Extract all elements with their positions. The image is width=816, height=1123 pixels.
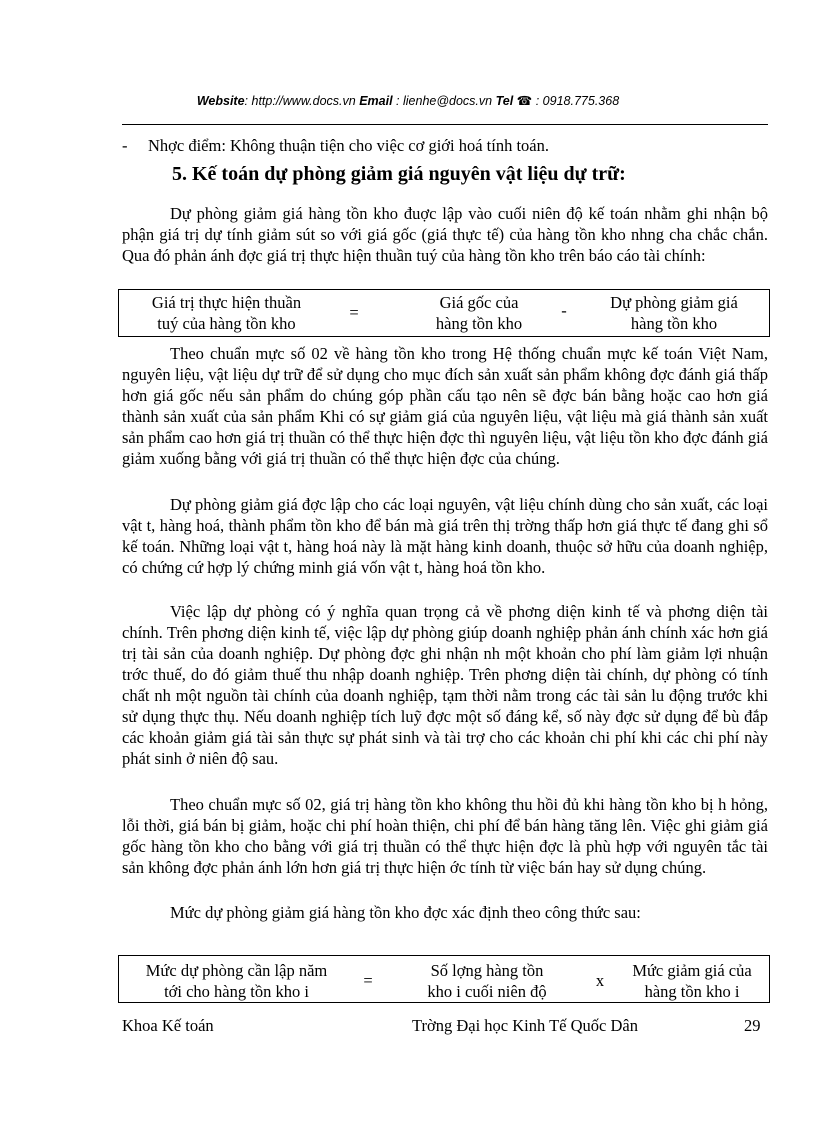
formula1-equals: = (349, 303, 359, 322)
formula2-right-line1: Mức giảm giá của (632, 961, 752, 980)
section-title: 5. Kế toán dự phòng giảm giá nguyên vật liệu dự trữ: (172, 163, 626, 185)
email-label: Email (359, 94, 393, 108)
paragraph-5: Theo chuẩn mực số 02, giá trị hàng tồn kho không thu hồi đủ khi hàng tồn kho bị h hỏng, lỗi thời, giá bán bị giảm, hoặc chi phí hoàn thiện, chi phí để bán hàng tăng lên. Việc ghi giảm giá gốc hàng tồn kho cho bằng với giá trị thuần có thể thực hiện đợc là phù hợp với nguyên tắc tài sản không đợc phản ánh lớn hơn giá trị thực hiện ớc tính từ việc bán hay sử dụng chúng. (122, 795, 768, 877)
footer-university: Trờng Đại học Kinh Tế Quốc Dân (412, 1016, 638, 1035)
tel-label: Tel ☎ (495, 94, 533, 108)
paragraph-6: Mức dự phòng giảm giá hàng tồn kho đợc xác định theo công thức sau: (170, 903, 641, 922)
formula1-mid-line1: Giá gốc của (439, 293, 519, 312)
paragraph-4: Việc lập dự phòng có ý nghĩa quan trọng cả về phơng diện kinh tế và phơng diện tài chính. Trên phơng diện kinh tế, việc lập dự phòng giúp doanh nghiệp phản ánh chính xác hơn giá trị tài sản của doanh nghiệp. Dự phòng đợc ghi nhận nh một khoản cho phí làm giảm lợi nhuận trớc thuế, do đó giảm thuế thu nhập doanh nghiệp. Trên phơng diện tài chính, dự phòng có tính chất nh một nguồn tài chính của doanh nghiệp, tạm thời nằm trong các tài sản lu động trước khi sử dụng thực thụ. Nếu doanh nghiệp tích luỹ đợc một số đáng kể, số này đợc sử dụng để bù đắp các khoản giảm giá tài sản thực sự phát sinh và tài trợ cho các khoản chi phí khi các chi phí này phát sinh ở niên độ sau. (122, 602, 768, 768)
paragraph-3: Dự phòng giảm giá đợc lập cho các loại nguyên, vật liệu chính dùng cho sản xuất, các loại vật t, hàng hoá, thành phẩm tồn kho để bán mà giá trên thị trờng thấp hơn giá thực tế đang ghi sổ kế toán. Những loại vật t, hàng hoá này là mặt hàng kinh doanh, thuộc sở hữu của doanh nghiệp, có chứng cứ hợp lý chứng minh giá vốn vật t, hàng hoá tồn kho. (122, 495, 768, 577)
formula2-middle (387, 960, 587, 1002)
formula2-right (615, 960, 769, 1002)
formula1-left-line1: Giá trị thực hiện thuần (151, 293, 302, 312)
website-label: Website (196, 94, 245, 108)
email-value: : lienhe@docs.vn (392, 94, 493, 108)
paragraph-2: Theo chuẩn mực số 02 về hàng tồn kho trong Hệ thống chuẩn mực kế toán Việt Nam, nguyên liệu, vật liệu dự trữ để sử dụng cho mục đích sản xuất sản phẩm không đợc đánh giá thấp hơn giá gốc nếu sản phẩm do chúng góp phần cấu tạo nên sẽ đợc bán bằng hoặc cao hơn giá thành sản xuất của sản phẩm Khi có sự giảm giá của nguyên liệu, vật liệu mà giá thành sản xuất sản phẩm cao hơn giá trị thuần có thể thực hiện đợc thì nguyên liệu, vật liệu tồn kho đợc đánh giá giảm xuống bằng với giá trị thuần có thể thực hiện đợc của chúng. (122, 344, 768, 468)
formula2-multiply: x (595, 971, 605, 990)
paragraph-1: Dự phòng giảm giá hàng tồn kho đuợc lập vào cuối niên độ kế toán nhằm ghi nhận bộ phận giá trị dự tính giảm sút so với giá gốc (giá thực tế) của hàng tồn kho nhng cha chắc chắn. Qua đó phản ánh đợc giá trị thực hiện thuần tuý của hàng tồn kho trên báo cáo tài chính: (122, 204, 768, 265)
tel-value: : 0918.775.368 (535, 94, 620, 108)
formula2-left-line2: tới cho hàng tồn kho i (164, 982, 309, 1001)
formula-provision-amount (118, 955, 770, 1003)
footer-department: Khoa Kế toán (122, 1016, 214, 1035)
page-header (0, 93, 816, 108)
formula1-mid-line2: hàng tồn kho (435, 314, 523, 333)
formula1-right-line2: hàng tồn kho (630, 314, 718, 333)
formula1-right-line1: Dự phòng giảm giá (610, 293, 738, 312)
formula2-mid-line2: kho i cuối niên độ (427, 982, 547, 1001)
formula1-right (579, 292, 769, 334)
website-value: : http://www.docs.vn (244, 94, 356, 108)
formula2-left-line1: Mức dự phòng cần lập năm (145, 961, 328, 980)
formula2-mid-line1: Số lợng hàng tồn (430, 961, 544, 980)
formula-net-realizable-value (118, 289, 770, 337)
formula2-equals: = (363, 971, 373, 990)
formula2-right-line2: hàng tồn kho i (644, 982, 740, 1001)
formula1-left (119, 292, 334, 334)
footer-page-number: 29 (744, 1016, 761, 1035)
formula1-minus: - (561, 301, 567, 320)
bullet-dash: - (122, 136, 128, 155)
bullet-text: Nhợc điểm: Không thuận tiện cho việc cơ giới hoá tính toán. (148, 136, 550, 155)
formula2-left (119, 960, 354, 1002)
formula1-left-line2: tuý của hàng tồn kho (157, 314, 296, 333)
header-divider (122, 124, 768, 125)
